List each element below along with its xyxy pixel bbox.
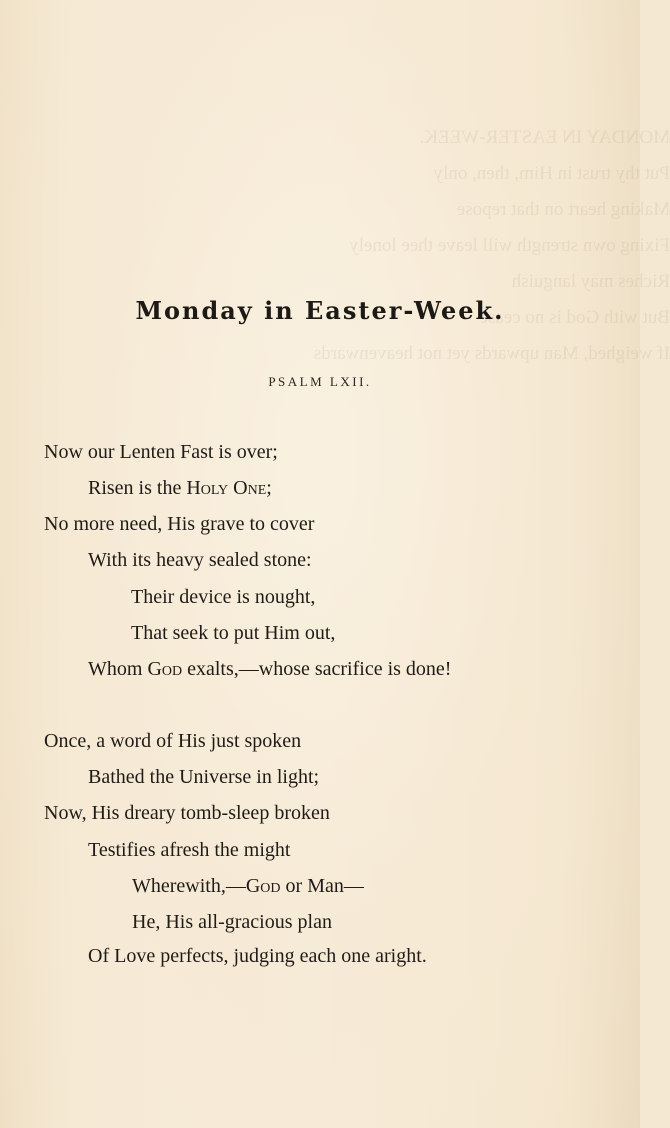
bleed-through-texture: MONDAY IN EASTER-WEEK. Put thy trust in Him, then, only Making heart on that repose Fixing own strength will leave thee lonely Riches may languish But with God is no cease If weighed, Man upwards yet not heavenwards: [313, 127, 670, 364]
line-text: No more need, His grave to cover: [44, 513, 315, 535]
page-title: Monday in Easter-Week.: [135, 296, 505, 325]
poem-line: [44, 513, 314, 536]
line-text: Now, His dreary tomb-sleep broken: [44, 802, 330, 824]
line-text: Once, a word of His just spoken: [44, 730, 302, 752]
line-text: That seek to put Him out,: [131, 622, 336, 644]
line-text: Now our Lenten Fast is over;: [44, 441, 278, 463]
line-small-caps: God: [245, 875, 281, 897]
line-text-after: or Man—: [280, 875, 364, 897]
line-small-caps: Holy One: [186, 477, 267, 499]
poem-line: [88, 549, 312, 572]
line-text: Risen is the: [88, 477, 187, 499]
line-text: Bathed the Universe in light;: [88, 766, 320, 788]
poem-line: [88, 766, 319, 789]
poem-line: [88, 839, 290, 862]
line-text-after: ;: [266, 477, 272, 499]
poem-line: [44, 730, 301, 753]
line-text: With its heavy sealed stone:: [88, 549, 312, 571]
line-text: Whom: [88, 658, 148, 680]
line-text: He, His all-gracious plan: [132, 911, 332, 933]
poem-line: [131, 586, 315, 609]
psalm-heading: PSALM LXII.: [268, 374, 372, 389]
line-text: Wherewith,—: [132, 875, 246, 897]
poem-line: [88, 945, 427, 968]
poem-line: [88, 658, 451, 681]
line-text-after: exalts,—whose sacrifice is done!: [182, 658, 452, 680]
line-text: Testifies afresh the might: [88, 839, 291, 861]
line-small-caps: God: [147, 658, 183, 680]
poem-line: [44, 441, 278, 464]
line-text: Their device is nought,: [131, 586, 316, 608]
poem-line: [132, 875, 364, 898]
poem-line: [131, 622, 335, 645]
poem-line: [132, 911, 332, 934]
line-text: Of Love perfects, judging each one aright.: [88, 945, 427, 967]
poem-line: [88, 477, 272, 500]
poem-line: [44, 802, 330, 825]
